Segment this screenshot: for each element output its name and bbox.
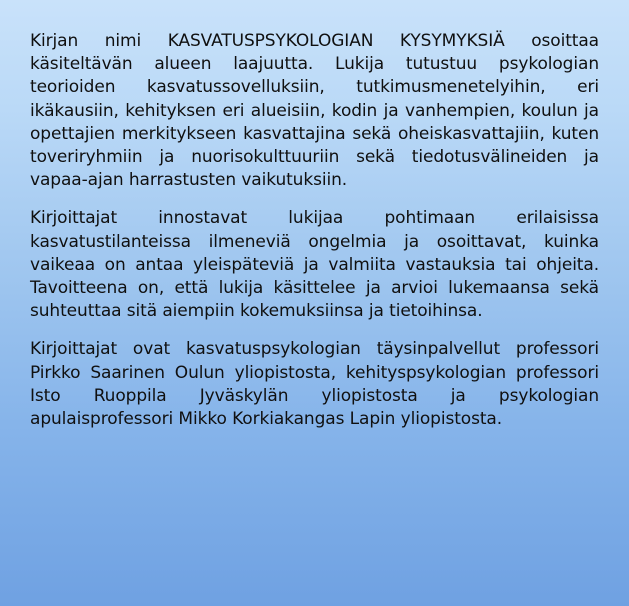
paragraph-book-description: Kirjan nimi KASVATUSPSYKOLOGIAN KYSYMYKSIÄ osoittaa käsiteltävän alueen laajuutta. Lukija tutustuu psykologian teorioiden kasvatussovelluksiin, tutkimusmenetelyihin, eri ikäkausiin, kehityksen eri alueisiin, kodin ja vanhempien, koulun ja opettajien merkitykseen kasvattajina sekä oheiskasvattajiin, kuten toveriryhmiin ja nuorisokulttuuriin sekä tiedotusvälineiden ja vapaa-ajan harrastusten vaikutuksiin. [30,31,599,191]
paragraph-reader-goals: Kirjoittajat innostavat lukijaa pohtimaan erilaisissa kasvatustilanteissa ilmeneviä ongelmia ja osoittavat, kuinka vaikeaa on antaa yleispäteviä ja valmiita vastauksia tai ohjeita. Tavoitteena on, että lukija käsittelee ja arvioi lukemaansa sekä suhteuttaa sitä aiempiin kokemuksiinsa ja tietoihinsa. [30,208,599,322]
paragraph-authors: Kirjoittajat ovat kasvatuspsykologian täysinpalvellut professori Pirkko Saarinen Oulun yliopistosta, kehityspsykologian professori Isto Ruoppila Jyväskylän yliopistosta ja psykologian apulaisprofessori Mikko Korkiakangas Lapin yliopistosta. [30,339,599,430]
